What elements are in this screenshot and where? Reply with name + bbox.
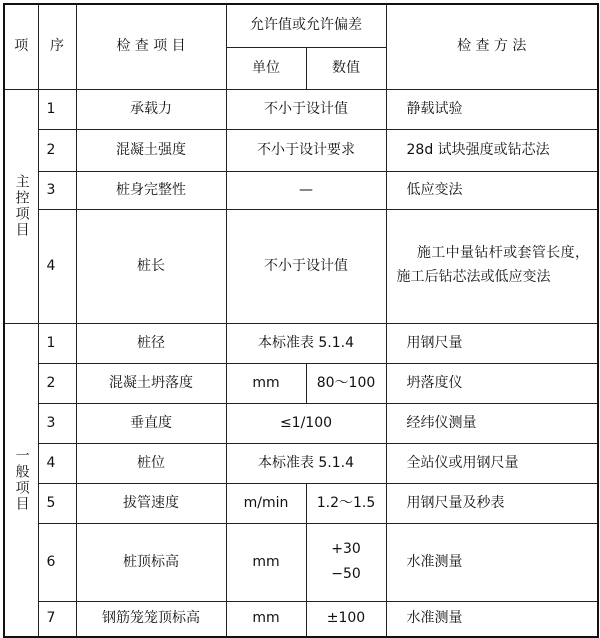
item-cell: 桩径	[76, 323, 226, 363]
seq-cell: 2	[38, 129, 76, 171]
table-row	[4, 209, 598, 323]
table-row	[4, 323, 598, 363]
item-cell: 桩位	[76, 443, 226, 483]
method-cell: 28d 试块强度或钻芯法	[386, 129, 598, 171]
method-cell: 用钢尺量	[386, 323, 598, 363]
item-cell: 拔管速度	[76, 483, 226, 523]
allowance-cell: ≤1/100	[226, 403, 386, 443]
unit-cell: m/min	[226, 483, 306, 523]
allowance-cell: 本标准表 5.1.4	[226, 323, 386, 363]
header-unit: 单位	[226, 47, 306, 89]
value-cell: 80～100	[306, 363, 386, 403]
seq-cell: 4	[38, 443, 76, 483]
seq-cell: 2	[38, 363, 76, 403]
table-row	[4, 89, 598, 129]
seq-cell: 7	[38, 601, 76, 637]
allowance-cell: —	[226, 171, 386, 209]
table-row	[4, 171, 598, 209]
method-cell: 用钢尺量及秒表	[386, 483, 598, 523]
header-item: 检 查 项 目	[76, 4, 226, 89]
seq-cell: 6	[38, 523, 76, 601]
header-category: 项	[4, 4, 38, 89]
seq-cell: 4	[38, 209, 76, 323]
item-cell: 桩身完整性	[76, 171, 226, 209]
method-cell: 静载试验	[386, 89, 598, 129]
table-row	[4, 129, 598, 171]
method-cell: 低应变法	[386, 171, 598, 209]
header-seq: 序	[38, 4, 76, 89]
allowance-cell: 不小于设计要求	[226, 129, 386, 171]
item-cell: 钢筋笼笼顶标高	[76, 601, 226, 637]
category-label: 一般项目	[13, 447, 30, 512]
value-cell: 1.2～1.5	[306, 483, 386, 523]
allowance-cell: 不小于设计值	[226, 209, 386, 323]
table-row	[4, 601, 598, 637]
seq-cell: 3	[38, 171, 76, 209]
allowance-cell: 本标准表 5.1.4	[226, 443, 386, 483]
category-cell	[4, 89, 38, 323]
method-cell	[386, 209, 598, 323]
value-cell: ±100	[306, 601, 386, 637]
lower-deviation: −50	[331, 566, 361, 582]
header-allowance: 允许值或允许偏差	[226, 4, 386, 47]
inspection-table	[3, 3, 599, 638]
upper-deviation: +30	[331, 540, 361, 557]
value-cell	[306, 523, 386, 601]
category-label: 主控项目	[13, 174, 30, 238]
table-row	[4, 403, 598, 443]
item-cell: 垂直度	[76, 403, 226, 443]
header-value: 数值	[306, 47, 386, 89]
table-row	[4, 483, 598, 523]
seq-cell: 3	[38, 403, 76, 443]
method-cell: 全站仪或用钢尺量	[386, 443, 598, 483]
unit-cell: mm	[226, 523, 306, 601]
unit-cell: mm	[226, 363, 306, 403]
method-cell: 水准测量	[386, 601, 598, 637]
item-cell: 桩长	[76, 209, 226, 323]
unit-cell: mm	[226, 601, 306, 637]
table-row	[4, 523, 598, 601]
seq-cell: 5	[38, 483, 76, 523]
category-cell	[4, 323, 38, 637]
header-row	[4, 4, 598, 47]
seq-cell: 1	[38, 89, 76, 129]
header-method: 检 查 方 法	[386, 4, 598, 89]
method-cell: 水准测量	[386, 523, 598, 601]
item-cell: 混凝土坍落度	[76, 363, 226, 403]
table-row	[4, 363, 598, 403]
method-cell: 坍落度仪	[386, 363, 598, 403]
item-cell: 桩顶标高	[76, 523, 226, 601]
item-cell: 承载力	[76, 89, 226, 129]
method-text: 施工中量钻杆或套管长度，施工后钻芯法或低应变法	[396, 245, 589, 285]
method-cell: 经纬仪测量	[386, 403, 598, 443]
table-row	[4, 443, 598, 483]
seq-cell: 1	[38, 323, 76, 363]
allowance-cell: 不小于设计值	[226, 89, 386, 129]
item-cell: 混凝土强度	[76, 129, 226, 171]
